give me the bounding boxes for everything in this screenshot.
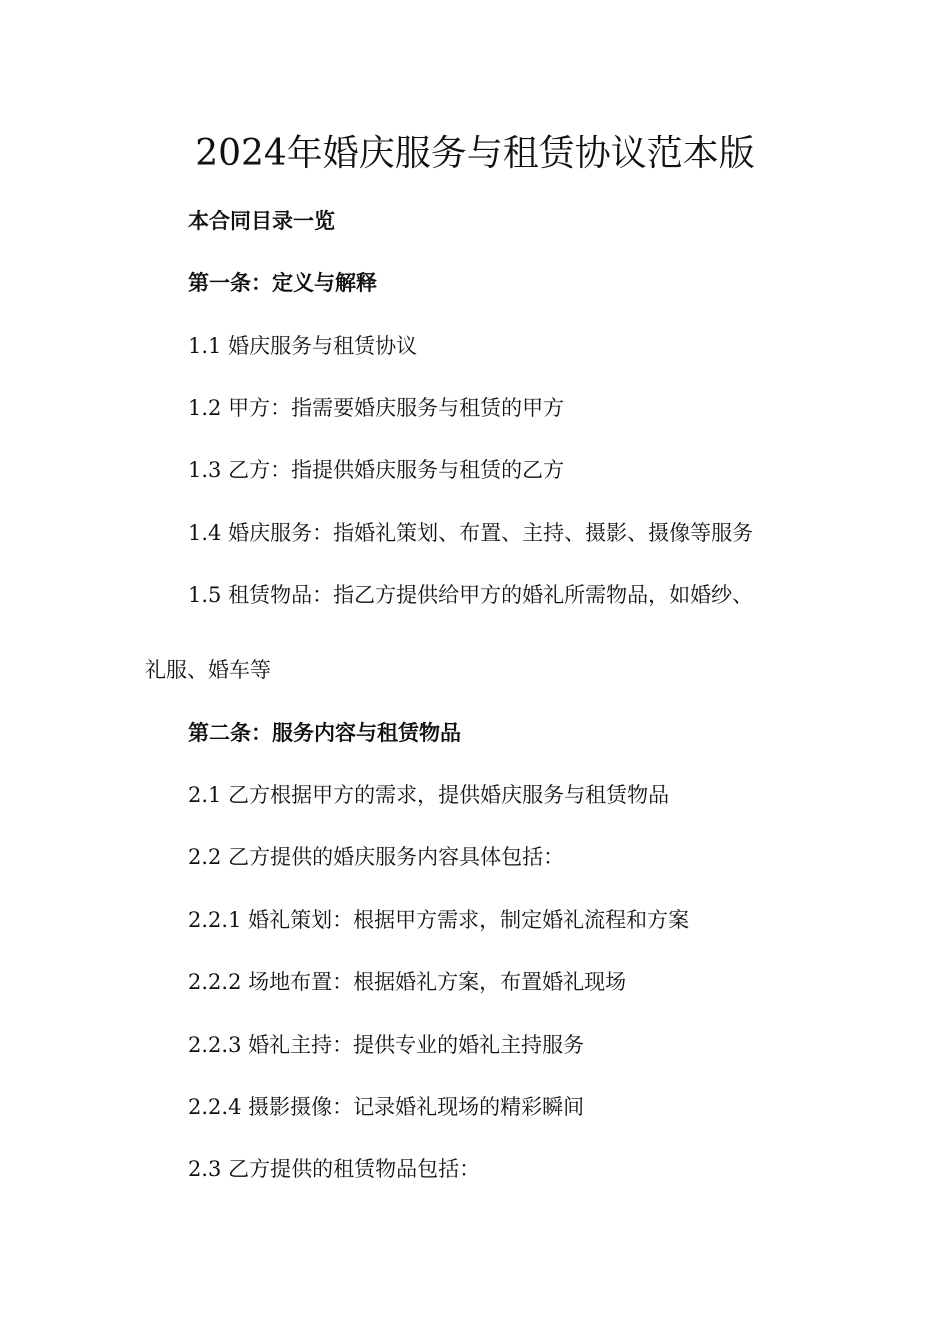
clause-2-2-1: 2.2.1 婚礼策划：根据甲方需求，制定婚礼流程和方案	[188, 908, 690, 932]
clause-2-1: 2.1 乙方根据甲方的需求，提供婚庆服务与租赁物品	[188, 783, 670, 807]
clause-2-2: 2.2 乙方提供的婚庆服务内容具体包括：	[188, 845, 565, 869]
clause-1-5: 1.5 租赁物品：指乙方提供给甲方的婚礼所需物品，如婚纱、	[188, 583, 754, 607]
toc-heading: 本合同目录一览	[188, 208, 335, 233]
section-heading-1: 第一条：定义与解释	[188, 270, 377, 295]
clause-1-2: 1.2 甲方：指需要婚庆服务与租赁的甲方	[188, 396, 565, 420]
clause-2-2-3: 2.2.3 婚礼主持：提供专业的婚礼主持服务	[188, 1033, 585, 1057]
section-heading-2: 第二条：服务内容与租赁物品	[188, 720, 461, 745]
clause-2-2-4: 2.2.4 摄影摄像：记录婚礼现场的精彩瞬间	[188, 1095, 585, 1119]
clause-1-3: 1.3 乙方：指提供婚庆服务与租赁的乙方	[188, 458, 565, 482]
clause-2-3: 2.3 乙方提供的租赁物品包括：	[188, 1157, 481, 1181]
clause-1-4: 1.4 婚庆服务：指婚礼策划、布置、主持、摄影、摄像等服务	[188, 521, 754, 545]
clause-1-1: 1.1 婚庆服务与租赁协议	[188, 334, 418, 358]
clause-2-2-2: 2.2.2 场地布置：根据婚礼方案，布置婚礼现场	[188, 970, 627, 994]
document-title: 2024年婚庆服务与租赁协议范本版	[195, 133, 755, 174]
clause-1-5-continued: 礼服、婚车等	[145, 658, 271, 682]
